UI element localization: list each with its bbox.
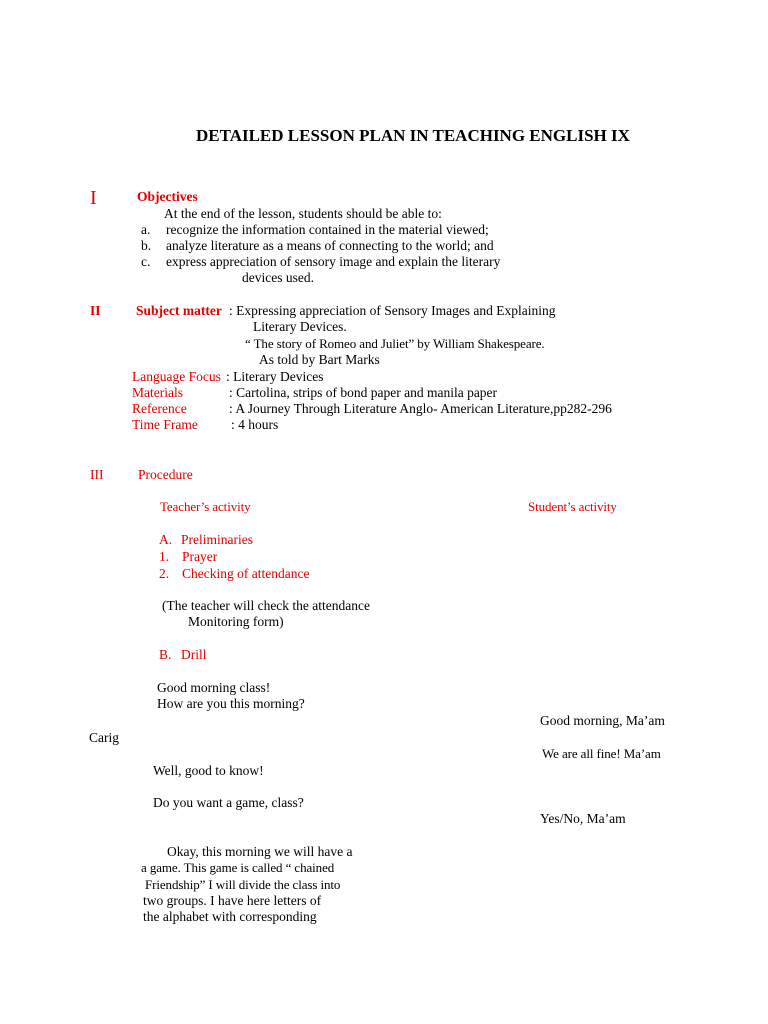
game-paragraph-line-1: Okay, this morning we will have a bbox=[167, 844, 353, 859]
attendance-item: Checking of attendance bbox=[182, 566, 310, 581]
teacher-activity-header: Teacher’s activity bbox=[160, 499, 251, 514]
student-activity-header: Student’s activity bbox=[528, 499, 617, 514]
objective-b-text: analyze literature as a means of connecting to the world; and bbox=[166, 238, 494, 253]
reference-value: : A Journey Through Literature Anglo- American Literature,pp282-296 bbox=[229, 401, 612, 416]
teacher-greeting-2: How are you this morning? bbox=[157, 696, 305, 711]
drill-marker: B. bbox=[159, 647, 172, 662]
subject-matter-line-3: “ The story of Romeo and Juliet” by William Shakespeare. bbox=[245, 336, 545, 351]
attendance-note-line-1: (The teacher will check the attendance bbox=[162, 598, 371, 613]
objectives-intro: At the end of the lesson, students should be able to: bbox=[164, 206, 442, 221]
objective-b-marker: b. bbox=[141, 238, 152, 253]
attendance-note-line-2: Monitoring form) bbox=[188, 614, 284, 629]
game-paragraph-line-4: two groups. I have here letters of bbox=[143, 893, 322, 908]
preliminaries-marker: A. bbox=[159, 532, 173, 547]
objective-c-continuation: devices used. bbox=[242, 270, 314, 285]
side-note: Carig bbox=[89, 730, 119, 745]
student-reply-3: Yes/No, Ma’am bbox=[540, 811, 626, 826]
student-reply-1: Good morning, Ma’am bbox=[540, 713, 665, 728]
attendance-marker: 2. bbox=[159, 566, 170, 581]
objective-a-marker: a. bbox=[141, 222, 151, 237]
game-paragraph-line-5: the alphabet with corresponding bbox=[143, 909, 317, 924]
objective-c-text: express appreciation of sensory image and explain the literary bbox=[166, 254, 501, 269]
language-focus-label: Language Focus bbox=[132, 369, 221, 384]
section-1-numeral: I bbox=[90, 187, 97, 209]
subject-matter-heading: Subject matter bbox=[136, 303, 222, 318]
drill-heading: Drill bbox=[181, 647, 207, 662]
preliminaries-heading: Preliminaries bbox=[181, 532, 253, 547]
student-reply-2: We are all fine! Ma’am bbox=[542, 746, 661, 761]
time-frame-label: Time Frame bbox=[132, 417, 198, 432]
objective-a-text: recognize the information contained in the material viewed; bbox=[166, 222, 489, 237]
section-3-numeral: III bbox=[90, 467, 104, 482]
materials-value: : Cartolina, strips of bond paper and manila paper bbox=[229, 385, 498, 400]
language-focus-value: : Literary Devices bbox=[226, 369, 324, 384]
prayer-item: Prayer bbox=[182, 549, 218, 564]
subject-matter-line-2: Literary Devices. bbox=[253, 319, 347, 334]
materials-label: Materials bbox=[132, 385, 183, 400]
page-title: DETAILED LESSON PLAN IN TEACHING ENGLISH IX bbox=[196, 126, 630, 145]
game-paragraph-line-3: Friendship” I will divide the class into bbox=[145, 877, 341, 892]
procedure-heading: Procedure bbox=[138, 467, 193, 482]
teacher-line-game-question: Do you want a game, class? bbox=[153, 795, 304, 810]
reference-label: Reference bbox=[132, 401, 187, 416]
prayer-marker: 1. bbox=[159, 549, 170, 564]
subject-matter-line-4: As told by Bart Marks bbox=[259, 352, 380, 367]
section-2-numeral: II bbox=[90, 303, 101, 318]
subject-matter-line-1: : Expressing appreciation of Sensory Images and Explaining bbox=[229, 303, 556, 318]
objectives-heading: Objectives bbox=[137, 189, 198, 204]
game-paragraph-line-2: a game. This game is called “ chained bbox=[141, 860, 335, 875]
teacher-greeting-1: Good morning class! bbox=[157, 680, 271, 695]
objective-c-marker: c. bbox=[141, 254, 151, 269]
time-frame-value: : 4 hours bbox=[231, 417, 279, 432]
teacher-line-good-to-know: Well, good to know! bbox=[153, 763, 264, 778]
